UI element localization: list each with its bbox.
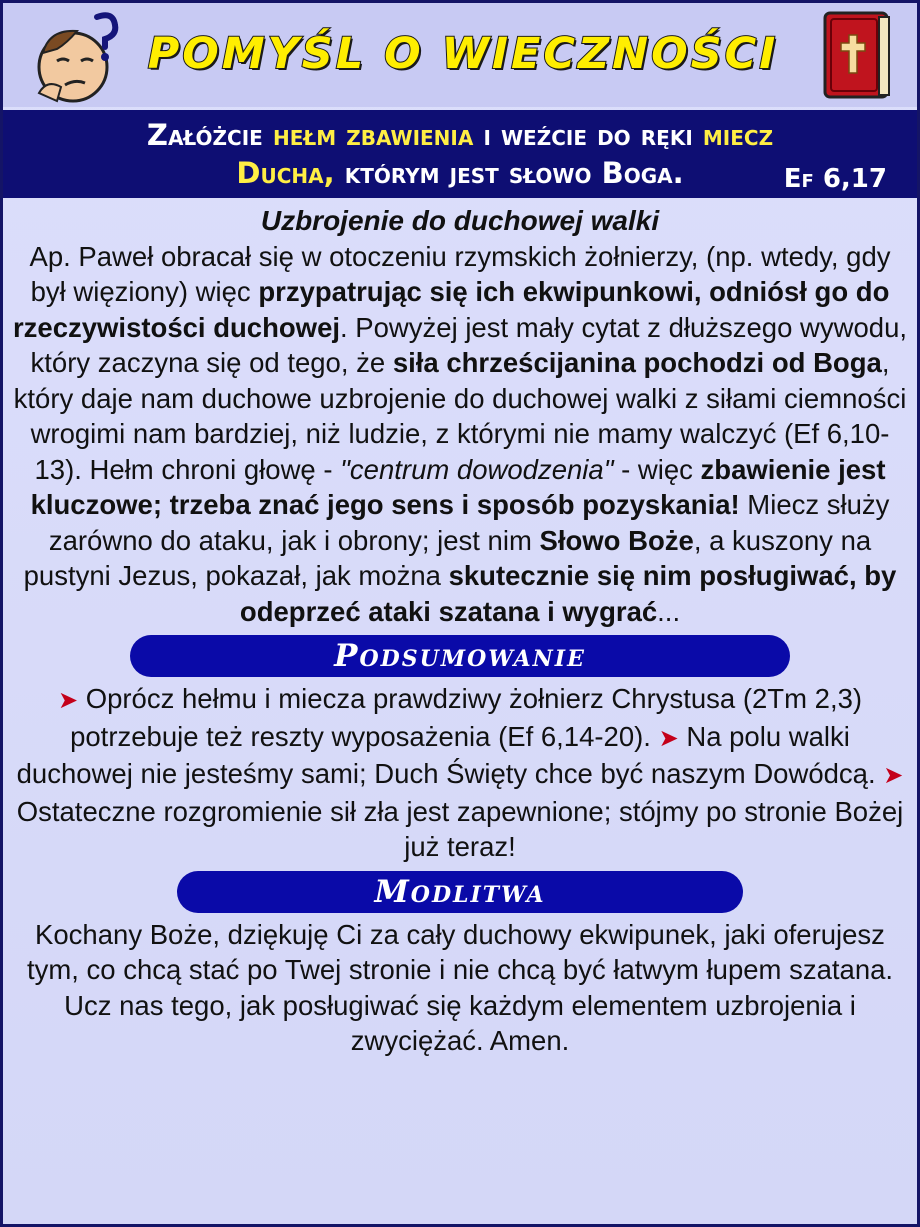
summary-item: Na polu walki duchowej nie jesteśmy sami; Duch Święty chce być naszym Dowódcą. [16,720,884,789]
text-run: , który daje nam duchowe uzbrojenie do duchowej walki z siłami ciemności wrogimi nam bardziej, niż ludzie, z którymi nie mamy walczyć (Ef 6,10-13). Hełm chroni głowę - [13,347,907,485]
main-content [3,203,917,1059]
verse-band [3,110,917,198]
prayer-heading: Modlitwa [177,871,743,913]
verse-text: którym jest słowo Boga. [334,156,684,190]
verse-highlight-sword: miecz [702,118,774,152]
text-italic: "centrum dowodzenia" [340,453,614,485]
text-emphasis: Słowo Boże [539,524,694,556]
text-run: - więc [613,453,701,485]
text-run: , a kuszony na pustyni Jezus, pokazał, jak można [23,524,872,591]
text-run: . Powyżej jest mały cytat z dłuższego wywodu, który zaczyna się od tego, że [30,311,908,378]
verse-highlight-spirit: Ducha, [236,156,335,190]
text-run: Ap. Paweł obracał się w otoczeniu rzymskich żołnierzy, (np. wtedy, gdy był więziony) więc [29,240,891,307]
verse-text: i weźcie do ręki [473,118,703,152]
summary-item: Oprócz hełmu i miecza prawdziwy żołnierz Chrystusa (2Tm 2,3) potrzebuje też reszty wyposażenia (Ef 6,14-20). [70,683,863,752]
summary-paragraph [3,681,917,865]
header [3,3,917,107]
thinking-face-icon [27,9,123,105]
text-run: ... [657,595,681,627]
header-title: POMYŚL O WIECZNOŚCI [147,29,779,79]
summary-heading: Podsumowanie [130,635,790,677]
text-emphasis: siła chrześcijanina pochodzi od Boga [392,347,882,378]
text-emphasis: skutecznie się nim posługiwać, by odeprzeć ataki szatana i wygrać [239,560,897,627]
verse-highlight-helmet: hełm zbawienia [272,118,474,152]
main-paragraph [3,239,917,630]
verse-line-1 [3,116,917,154]
text-emphasis: przypatrując się ich ekwipunkowi, odniósł go do rzeczywistości duchowej [12,276,890,343]
arrow-right-icon: ➤ [57,687,79,714]
summary-item: Ostateczne rozgromienie sił zła jest zapewnione; stójmy po stronie Bożej już teraz! [16,795,904,862]
prayer-paragraph: Kochany Boże, dziękuję Ci za cały duchowy ekwipunek, jaki oferujesz tym, co chcą stać po Twej stronie i nie chcą być łatwym łupem szatana. Ucz nas tego, jak posługiwać się każdym elementem uzbrojenia i zwyciężać. Amen. [26,918,894,1056]
text-emphasis: zbawienie jest kluczowe; trzeba znać jego sens i sposób pozyskania! [30,453,886,520]
verse-line-2 [3,154,917,192]
bible-cross-icon [821,9,893,103]
section-subtitle: Uzbrojenie do duchowej walki [260,205,660,236]
arrow-right-icon: ➤ [883,762,904,789]
verse-text: Załóżcie [146,118,273,152]
verse-reference: Ef 6,17 [783,164,887,194]
text-run: Miecz służy zarówno do ataku, jak i obrony; jest nim [48,489,890,556]
arrow-right-icon: ➤ [658,724,679,752]
